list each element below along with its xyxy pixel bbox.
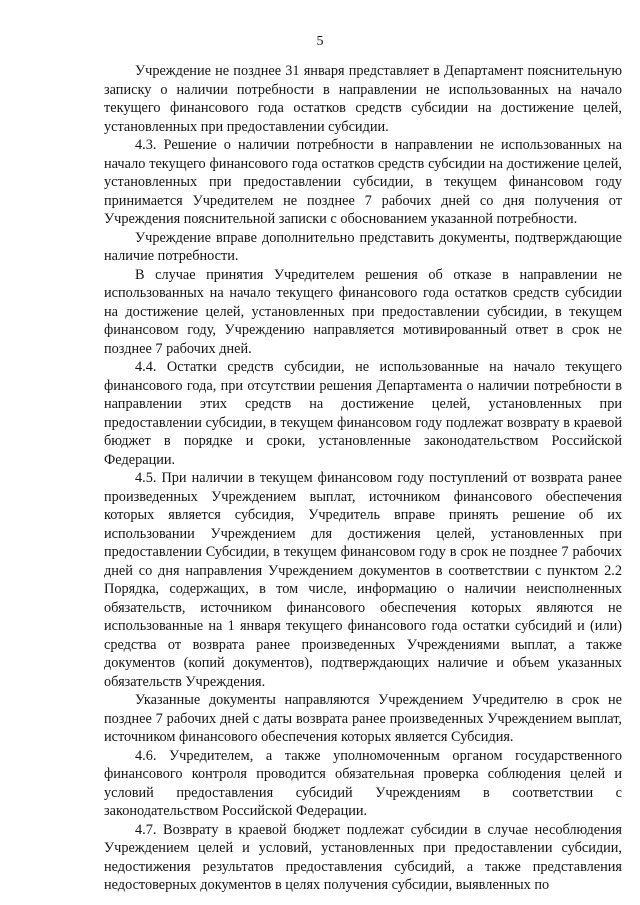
paragraph-additional-documents: Учреждение вправе дополнительно представить документы, подтверждающие наличие потребности. — [104, 229, 622, 264]
paragraph-4-5: 4.5. При наличии в текущем финансовом году поступлений от возврата ранее произведенных Учреждением выплат, источником финансового обеспечения которых является субсидия, Учредитель вправе принять решение об их использовании Учреждением для достижения целей, установленных при предоставлении Субсидии, в текущем финансовом году в срок не позднее 7 рабочих дней со дня направления Учреждением документов в соответствии с пунктом 2.2 Порядка, содержащих, в том числе, информацию о наличии неисполненных обязательств, источником финансового обеспечения которых являются не использованные на 1 января текущего финансового года остатки субсидий и (или) средства от возврата ранее произведенных Учреждениями выплат, а также документов (копий документов), подтверждающих наличие и объем указанных обязательств Учреждения. — [104, 470, 622, 690]
paragraph-4-7: 4.7. Возврату в краевой бюджет подлежат субсидии в случае несоблюдения Учреждением целей и условий, установленных при предоставлении субсидии, недостижения результатов предоставления субсидий, а также представления недостоверных документов в целях получения субсидии, выявленных по — [104, 821, 622, 893]
paragraph-4-6: 4.6. Учредителем, а также уполномоченным органом государственного финансового контроля проводится обязательная проверка соблюдения целей и условий предоставления субсидий Учреждениям в соответствии с законодательством Российской Федерации. — [104, 747, 622, 819]
page-number: 5 — [316, 34, 324, 49]
paragraph-4-4: 4.4. Остатки средств субсидии, не использованные на начало текущего финансового года, при отсутствии решения Департамента о наличии потребности в направлении этих средств на достижение целей, установленных при предоставлении субсидии, в текущем финансовом году подлежат возврату в краевой бюджет в порядке и сроки, установленные законодательством Российской Федерации. — [104, 359, 622, 468]
document-body — [104, 62, 622, 895]
paragraph-documents-deadline: Указанные документы направляются Учреждением Учредителю в срок не позднее 7 рабочих дней с даты возврата ранее произведенных Учреждением выплат, источником финансового обеспечения которых является Субсидия. — [104, 692, 622, 745]
paragraph-4-3: 4.3. Решение о наличии потребности в направлении не использованных на начало текущего финансового года остатков средств субсидии на достижение целей, установленных при предоставлении субсидии, в текущем финансовом году принимается Учредителем не позднее 7 рабочих дней со дня получения от Учреждения пояснительной записки с обоснованием указанной потребности. — [104, 137, 622, 227]
paragraph-refusal: В случае принятия Учредителем решения об отказе в направлении не использованных на начало текущего финансового года остатков средств субсидии на достижение целей, установленных при предоставлении субсидии, в текущем финансовом году, Учреждению направляется мотивированный ответ в срок не позднее 7 рабочих дней. — [104, 266, 622, 357]
paragraph-explanatory-note: Учреждение не позднее 31 января представляет в Департамент пояснительную записку о наличии потребности в направлении не использованных на начало текущего финансового года остатков средств субсидии на достижение целей, установленных при предоставлении субсидии. — [104, 63, 622, 135]
